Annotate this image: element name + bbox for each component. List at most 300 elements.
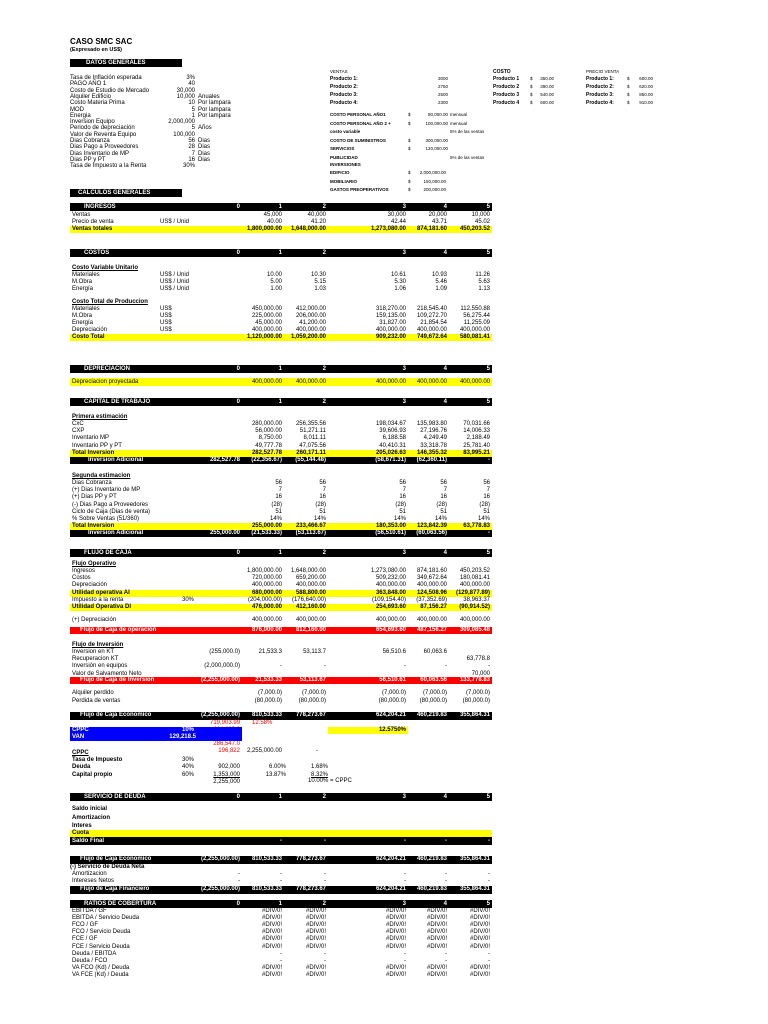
year-cell: 40,000 — [307, 212, 326, 218]
precio-value: 600.00 — [639, 76, 653, 81]
year-cell: 14,006.33 — [463, 428, 490, 435]
inversiones-label: MOBILIARIO — [330, 178, 357, 184]
inversiones-label: GASTOS PREOPERATIVOS — [330, 187, 389, 192]
year-cell: 16 — [275, 494, 282, 501]
year-cell: 56 — [275, 480, 282, 486]
year-cell: 10.61 — [390, 272, 406, 278]
year-header: 2 — [322, 366, 326, 372]
dato-value: 28 — [188, 144, 195, 151]
year-cell: 56,510.61 — [379, 677, 406, 683]
year-cell: #DIV/0! — [426, 929, 447, 936]
year-cell: - — [488, 457, 490, 463]
year-cell: #DIV/0! — [305, 908, 326, 914]
row-label: FCO / Servicio Deuda — [72, 929, 131, 936]
currency: $ — [530, 76, 533, 81]
year-header: 2 — [322, 204, 326, 210]
year-cell: (129,877.89) — [455, 589, 490, 596]
year-cell: 680,000.00 — [251, 589, 282, 596]
cppc-label: CPPC — [72, 727, 89, 733]
year-header: 2 — [322, 794, 326, 800]
year-cell: 63,778.8 — [466, 656, 490, 663]
precio-label: Producto 2: — [586, 84, 614, 90]
year-cell: 355,864.31 — [459, 712, 490, 718]
year-cell: #DIV/0! — [426, 964, 447, 971]
year-cell: 1,273,080.00 — [370, 568, 406, 574]
year-cell: 810,533.33 — [251, 856, 282, 862]
year-cell: 25,781.40 — [463, 442, 490, 449]
year-header: 4 — [443, 901, 447, 907]
year-cell: 30,000 — [387, 212, 406, 218]
dato-label: Costo Materia Prima — [70, 100, 125, 107]
year-cell: 400,000.00 — [375, 617, 406, 623]
otros-label: SERVICIOS — [330, 146, 355, 151]
year-cell: 70,000 — [471, 670, 490, 677]
cppc-value: 10% — [181, 727, 194, 733]
year-cell: 5.30 — [394, 279, 406, 285]
ctp-title: Costo Total de Produccion — [72, 299, 148, 305]
row-label: VA FCO (Kd) / Deuda — [72, 964, 130, 971]
dato-unit: Por lampara — [198, 112, 231, 119]
year-cell: (60,063.56) — [416, 530, 447, 537]
year-cell: - — [324, 663, 326, 670]
section-title: CAPITAL DE TRABAJO — [84, 399, 151, 405]
tasa-imp-label: Tasa de Impuesto — [72, 757, 123, 763]
year-cell: 6,188.58 — [382, 435, 406, 442]
year-cell: 874,181.60 — [416, 226, 447, 232]
year-cell: 40,410.31 — [379, 442, 406, 449]
year-cell: 1.09 — [435, 286, 447, 292]
ventas-value: 2750 — [437, 84, 448, 89]
year-cell: (7,000.0) — [301, 690, 326, 696]
year-cell: - — [445, 957, 447, 964]
year-cell: 14% — [434, 516, 447, 522]
year-cell: (28) — [436, 501, 447, 508]
fi-title: Flujo de Inversión — [72, 642, 124, 648]
year-cell: - — [280, 878, 282, 884]
year-cell: #DIV/0! — [261, 915, 282, 922]
currency: $ — [408, 178, 411, 184]
currency: $ — [408, 112, 411, 117]
red-value: 196,822 — [218, 748, 240, 754]
year-cell: 282,527.78 — [209, 457, 240, 463]
year-cell: - — [324, 950, 326, 957]
year-cell: 5.63 — [478, 279, 490, 285]
year-cell: 309,085.48 — [459, 627, 490, 633]
page-subtitle: (Expresado en US$) — [70, 47, 122, 53]
section-title: SERVICIO DE DEUDA — [84, 794, 146, 800]
year-cell: 198,034.67 — [375, 421, 406, 427]
year-header: 4 — [443, 794, 447, 800]
currency: $ — [530, 92, 533, 97]
total-value: 2,255,000.00 — [246, 748, 282, 754]
cppc-bar — [70, 727, 242, 734]
year-cell: 10,000 — [471, 212, 490, 218]
year-cell: 159,135.00 — [375, 313, 406, 319]
row-label: Costos — [72, 575, 91, 582]
year-header: 3 — [402, 901, 406, 907]
year-header: 3 — [402, 550, 406, 556]
row-label: Materiales — [72, 272, 100, 278]
year-cell: 45.02 — [474, 219, 490, 225]
row-unit: US$ / Unid — [160, 286, 190, 292]
year-header: 5 — [486, 204, 490, 210]
year-cell: 20,000 — [428, 212, 447, 218]
otros-label: PUBLICIDAD — [330, 154, 358, 160]
year-cell: - — [404, 838, 406, 844]
row-label: FCE / Servicio Deuda — [72, 943, 130, 950]
year-cell: 588,800.00 — [295, 589, 326, 596]
row-label: EBITDA / GF — [72, 908, 107, 914]
year-header: 2 — [322, 250, 326, 256]
year-cell: 47,075.56 — [299, 442, 326, 449]
ventas-label: Producto 1: — [330, 76, 358, 82]
year-cell: - — [488, 878, 490, 884]
dato-value: 7 — [191, 150, 195, 157]
row-label: Perdida de ventas — [72, 697, 121, 704]
otros-label: COSTO DE SUMINISTROS — [330, 137, 386, 143]
inversiones-title: INVERSIONES — [330, 162, 361, 167]
currency: $ — [408, 187, 411, 192]
year-cell: 909,232.00 — [375, 334, 406, 340]
ventas-label: Producto 4: — [330, 100, 358, 106]
year-cell: 460,219.83 — [416, 856, 447, 862]
red-value: 719,903.99 — [210, 720, 241, 726]
dato-value: 5 — [191, 106, 195, 113]
row-unit: US$ / Unid — [160, 272, 190, 278]
dato-value: 10 — [188, 100, 195, 107]
year-cell: 624,204.21 — [375, 856, 406, 862]
row-label: % Sobre Ventas (51/360) — [72, 516, 140, 522]
year-cell: #DIV/0! — [261, 971, 282, 978]
currency: $ — [627, 84, 630, 89]
ventas-label: Producto 3: — [330, 92, 358, 98]
dato-label: PAGO AÑO 1 — [70, 81, 107, 88]
year-cell: - — [404, 950, 406, 957]
row-label: Impuesto a la renta — [72, 596, 124, 603]
year-header: 3 — [402, 250, 406, 256]
year-cell: #DIV/0! — [385, 929, 406, 936]
year-cell: #DIV/0! — [261, 943, 282, 950]
year-cell: 51 — [399, 508, 406, 515]
year-cell: #DIV/0! — [469, 936, 490, 943]
se-title: Segunda estimacion — [72, 473, 131, 479]
year-cell: #DIV/0! — [426, 936, 447, 943]
precio-label: Producto 1: — [586, 76, 614, 82]
dato-value: 56 — [188, 138, 195, 144]
year-cell: #DIV/0! — [261, 929, 282, 936]
year-cell: (2,000,000.0) — [204, 663, 240, 670]
row-label: Inventario PP y PT — [72, 442, 122, 449]
row-label: Flujo de Caja Economico — [80, 712, 152, 718]
dato-label: Dias Inventario de MP — [70, 150, 130, 157]
dato-unit: Anuales — [198, 93, 220, 100]
year-cell: (7,000.0) — [465, 690, 490, 696]
year-cell: 659,200.00 — [295, 575, 326, 582]
year-cell: 51,271.11 — [299, 428, 326, 435]
year-cell: #DIV/0! — [261, 936, 282, 943]
sd-row-label: Interes — [72, 823, 92, 829]
otros-label: COSTO PERSONAL AÑO 2 + — [330, 120, 391, 126]
precio-label: Producto 4: — [586, 100, 614, 106]
year-cell: 349,672.64 — [416, 575, 447, 582]
year-cell: 60,063.6 — [423, 649, 447, 655]
year-cell: 400,000.00 — [416, 582, 447, 589]
year-cell: 109,272.70 — [416, 313, 447, 319]
year-header: 4 — [443, 250, 447, 256]
precio-value: 910.00 — [639, 100, 653, 105]
capital-rate2: 8.32% — [310, 772, 328, 778]
year-cell: 53,113.7 — [303, 649, 326, 655]
row-unit: US$ — [160, 306, 172, 312]
precio-value: 850.00 — [639, 92, 653, 97]
year-cell: 1.13 — [478, 286, 490, 292]
cppc2-title: CPPC — [72, 750, 89, 756]
year-header: 1 — [278, 366, 282, 372]
year-cell: #DIV/0! — [385, 936, 406, 943]
row-label: Utilidad Operativa DI — [72, 604, 132, 610]
year-cell: - — [280, 838, 282, 844]
costo-value: 600.00 — [540, 100, 554, 105]
year-cell: 56 — [319, 480, 326, 486]
year-cell: 400,000.00 — [251, 582, 282, 589]
year-header: 4 — [443, 366, 447, 372]
section-title: COSTOS — [84, 250, 110, 256]
capital-value: 1,353,000 — [213, 772, 240, 778]
currency: $ — [627, 76, 630, 81]
year-header: 0 — [236, 366, 240, 372]
dato-value: 10,000 — [176, 93, 195, 100]
deuda-rate2: 1.68% — [310, 764, 328, 770]
year-cell: 749,672.64 — [416, 334, 447, 340]
year-cell: #DIV/0! — [385, 922, 406, 929]
year-cell: 83,995.21 — [463, 449, 490, 456]
year-cell: (80,000.0) — [298, 697, 326, 704]
row-label: Costo Total — [72, 334, 105, 340]
dato-value: 30% — [182, 163, 195, 170]
otros-value: 80,000.00 — [427, 112, 448, 117]
year-cell: (2,255,000.00) — [200, 886, 240, 892]
year-cell: 580,081.41 — [459, 334, 490, 340]
dato-label: MOD — [70, 106, 84, 113]
costo-value: 350.00 — [540, 76, 554, 81]
costo-value: 540.00 — [540, 92, 554, 97]
year-cell: (28) — [315, 501, 326, 508]
dato-label: Dias PP y PT — [70, 156, 106, 163]
year-cell: 1.06 — [394, 286, 406, 292]
sd-row-label: Amortizacion — [72, 814, 111, 821]
year-cell: 60,063.56 — [420, 677, 447, 683]
year-cell: (109,154.40) — [371, 596, 406, 603]
year-cell: 206,000.00 — [295, 313, 326, 319]
year-header: 0 — [236, 794, 240, 800]
year-cell: 16 — [483, 494, 490, 501]
year-cell: - — [445, 663, 447, 670]
cuota-highlight — [70, 830, 492, 837]
year-cell: #DIV/0! — [305, 936, 326, 943]
year-cell: - — [404, 871, 406, 877]
year-cell: 7 — [322, 487, 326, 494]
year-cell: - — [445, 950, 447, 957]
year-cell: 10.30 — [310, 272, 326, 278]
year-cell: 87,156.27 — [420, 604, 447, 610]
row-label: Flujo de Caja de Inversion — [80, 677, 155, 683]
year-cell: #DIV/0! — [426, 922, 447, 929]
dato-label: Valor de Reventa Equipo — [70, 131, 137, 138]
year-cell: (7,000.0) — [257, 690, 282, 696]
year-cell: - — [238, 871, 240, 877]
row-label: EBITDA / Servicio Deuda — [72, 915, 140, 922]
section-title: FLUJO DE CAJA — [84, 550, 132, 556]
year-cell: 450,000.00 — [251, 306, 282, 312]
currency: $ — [530, 100, 533, 105]
row-label: Inversión en equipos — [72, 663, 128, 670]
year-cell: 1,800,000.00 — [246, 568, 282, 574]
year-cell: 400,000.00 — [295, 379, 326, 385]
page-title: CASO SMC SAC — [70, 37, 133, 46]
year-cell: 400,000.00 — [251, 327, 282, 333]
year-cell: 7 — [402, 487, 406, 494]
year-cell: 487,156.27 — [416, 627, 447, 633]
year-cell: 56 — [440, 480, 447, 486]
year-cell: - — [445, 878, 447, 884]
year-cell: 11,255.09 — [463, 320, 490, 326]
year-cell: 70,031.66 — [463, 421, 490, 427]
van-bar — [70, 734, 242, 741]
year-cell: (204,000.00) — [247, 596, 282, 603]
year-cell: 10.00 — [266, 272, 282, 278]
dato-label: Costo de Estudio de Mercado — [70, 87, 150, 94]
year-cell: (90,914.52) — [459, 604, 490, 610]
red-value: 12.58% — [252, 720, 273, 726]
precio-title: PRECIO VENTA — [586, 69, 620, 74]
dato-unit: Por lampara — [198, 106, 231, 113]
year-cell: 1,120,000.00 — [246, 334, 282, 340]
year-cell: #DIV/0! — [305, 971, 326, 978]
row-label: CXP — [72, 428, 85, 435]
deuda-label: Deuda — [72, 764, 91, 770]
year-cell: #DIV/0! — [305, 922, 326, 929]
year-cell: 1.03 — [314, 286, 326, 292]
row-label: Recuperacion KT — [72, 656, 119, 663]
year-cell: 400,000.00 — [375, 327, 406, 333]
ventas-value: 3000 — [437, 76, 448, 81]
year-cell: 810,533.33 — [251, 712, 282, 718]
capital-label: Capital propio — [72, 772, 113, 778]
year-cell: #DIV/0! — [469, 971, 490, 978]
year-cell: 654,693.60 — [375, 627, 406, 633]
year-cell: 778,273.67 — [295, 886, 326, 892]
dato-value: 5 — [191, 125, 195, 132]
year-cell: 51 — [440, 508, 447, 515]
datos-generales-title: DATOS GENERALES — [86, 60, 146, 66]
year-cell: (55,144.48) — [295, 457, 326, 463]
year-cell: 16 — [319, 494, 326, 501]
year-cell: 11.26 — [475, 272, 490, 278]
dato-unit: Dias — [198, 144, 211, 151]
year-cell: #DIV/0! — [426, 943, 447, 950]
dato-label: Tasa de Impuesto a la Renta — [70, 163, 147, 170]
year-cell: 180,353.00 — [375, 523, 406, 530]
row-label: Alquiler perdido — [72, 690, 114, 696]
ventas-label: Producto 2: — [330, 84, 358, 90]
year-cell: 355,864.31 — [459, 856, 490, 862]
year-cell: 56,275.44 — [463, 313, 490, 319]
year-cell: 400,000.00 — [459, 617, 490, 623]
year-cell: 53,113.67 — [299, 677, 326, 683]
year-cell: 778,273.67 — [295, 856, 326, 862]
row-label: Amortizacion — [72, 871, 107, 877]
currency: $ — [408, 120, 411, 126]
year-cell: 400,000.00 — [459, 327, 490, 333]
year-cell: 318,270.00 — [375, 306, 406, 312]
year-cell: #DIV/0! — [305, 915, 326, 922]
year-cell: (37,352.69) — [416, 596, 447, 603]
dato-label: Energia — [70, 112, 91, 119]
year-cell: 205,026.63 — [375, 449, 406, 456]
year-cell: 363,848.00 — [375, 589, 406, 596]
year-cell: #DIV/0! — [426, 908, 447, 914]
year-cell: 256,355.56 — [295, 421, 326, 427]
dato-value: 100,000 — [173, 131, 195, 138]
row-unit: US$ / Unid — [160, 219, 190, 225]
cppc-final: 10.00% = CPPC — [308, 778, 352, 784]
dato-value: 30,000 — [176, 87, 195, 94]
dato-label: Inversion Equipo — [70, 119, 115, 126]
dato-unit: Por lampara — [198, 100, 231, 107]
capital-total: 2,255,000 — [213, 779, 240, 785]
year-cell: 43.71 — [431, 219, 447, 225]
year-cell: 400,000.00 — [416, 327, 447, 333]
year-cell: 400,000.00 — [295, 617, 326, 623]
year-cell: 400,000.00 — [295, 327, 326, 333]
year-cell: 412,160.00 — [295, 604, 326, 610]
year-cell: #DIV/0! — [305, 943, 326, 950]
year-cell: 1,800,000.00 — [246, 226, 282, 232]
year-cell: 41.20 — [310, 219, 326, 225]
year-cell: - — [488, 663, 490, 670]
year-cell: 255,000.00 — [251, 523, 282, 530]
currency: $ — [530, 84, 533, 89]
year-cell: 280,000.00 — [251, 421, 282, 427]
year-cell: 450,203.52 — [459, 568, 490, 574]
year-cell: (7,000.0) — [381, 690, 406, 696]
year-cell: (28) — [395, 501, 406, 508]
year-cell: 460,219.83 — [416, 712, 447, 718]
currency: $ — [627, 92, 630, 97]
year-header: 2 — [322, 550, 326, 556]
year-cell: 16 — [399, 494, 406, 501]
fo-title: Flujo Operativo — [72, 561, 117, 567]
deuda-neta-label: (-) Servicio de Deuda Neta — [70, 864, 145, 870]
van-value: 129,218.5 — [169, 734, 196, 740]
year-cell: 21,533.3 — [258, 649, 282, 655]
row-label: FCE / GF — [72, 936, 98, 943]
row-label: Ventas — [72, 212, 91, 218]
year-cell: - — [488, 957, 490, 964]
year-cell: 27,196.76 — [420, 428, 447, 435]
year-cell: #DIV/0! — [385, 971, 406, 978]
otros-label: COSTO PERSONAL AÑO1 — [330, 112, 386, 117]
year-cell: #DIV/0! — [261, 964, 282, 971]
dato-label: Periodo de depreciación — [70, 125, 135, 132]
year-cell: - — [488, 530, 490, 537]
row-label: Dias Cobranza — [72, 480, 112, 486]
year-cell: - — [404, 878, 406, 884]
year-cell: 812,160.00 — [295, 627, 326, 633]
ventas-value: 2300 — [437, 100, 448, 105]
year-header: 3 — [402, 204, 406, 210]
year-cell: 7 — [486, 487, 490, 494]
